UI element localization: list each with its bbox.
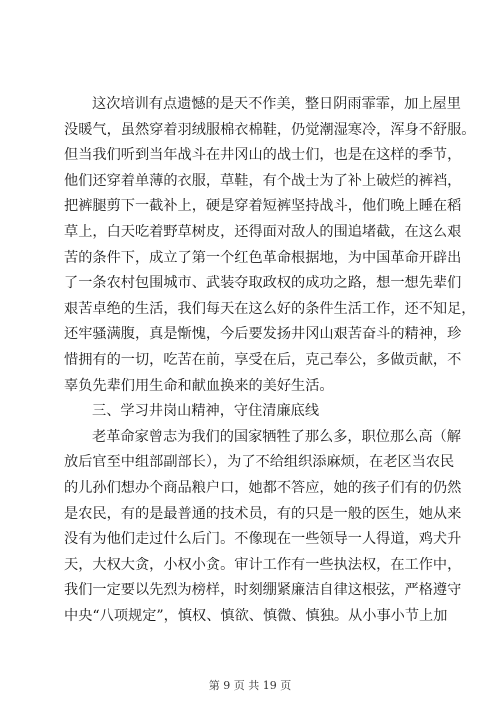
text-line: 了一条农村包围城市、武装夺取政权的成功之路，想一想先辈们 — [64, 275, 462, 292]
text-line: 他们还穿着单薄的衣服，草鞋，有个战士为了补上破烂的裤裆， — [64, 172, 462, 189]
text-line: 老革命家曾志为我们的国家牺牲了那么多，职位那么高（解 — [92, 428, 461, 445]
text-line: 的儿孙们想办个商品粮户口，她都不答应，她的孩子们有的仍然 — [64, 479, 462, 496]
text-line: 我们一定要以先烈为榜样，时刻绷紧廉洁自律这根弦，严格遵守 — [64, 582, 462, 599]
paragraph-1 — [64, 92, 476, 399]
section-heading: 三、学习井岗山精神，守住清廉底线 — [92, 403, 320, 420]
text-line: 苦的条件下，成立了第一个红色革命根据地，为中国革命开辟出 — [64, 249, 462, 266]
text-line: 艰苦卓绝的生活，我们每天在这么好的条件生活工作，还不知足， — [64, 300, 476, 317]
text-line: 把裤腿剪下一截补上，硬是穿着短裤坚持战斗，他们晚上睡在稻 — [64, 198, 462, 215]
text-line: 但当我们听到当年战斗在井冈山的战士们，也是在这样的季节， — [64, 147, 462, 164]
text-line: 辜负先辈们用生命和献血换来的美好生活。 — [64, 377, 334, 394]
text-line: 放后官至中组部副部长），为了不给组织添麻烦，在老区当农民 — [64, 454, 455, 471]
text-line: 中央“八项规定”，慎权、慎欲、慎微、慎独。从小事小节上加 — [64, 607, 448, 624]
paragraph-2 — [64, 425, 462, 630]
page-body — [64, 92, 476, 629]
text-line: 是农民，有的是最普通的技术员，有的只是一般的医生，她从来 — [64, 505, 462, 522]
text-line: 这次培训有点遗憾的是天不作美，整日阴雨霏霏，加上屋里 — [92, 96, 461, 112]
text-line: 还牢骚满腹，真是惭愧，今后要发扬井冈山艰苦奋斗的精神，珍 — [64, 326, 462, 343]
text-line: 惜拥有的一切，吃苦在前，享受在后，克己奉公，多做贡献，不 — [64, 351, 462, 368]
text-line: 天，大权大贪，小权小贪。审计工作有一些执法权，在工作中， — [64, 556, 462, 573]
text-line: 没有为他们走过什么后门。不像现在一些领导一人得道，鸡犬升 — [64, 531, 462, 548]
page-number-footer: 第 9 页 共 19 页 — [208, 679, 292, 692]
text-line: 没暖气，虽然穿着羽绒服棉衣棉鞋，仍觉潮湿寒冷，浑身不舒服。 — [64, 121, 476, 138]
text-line: 草上，白天吃着野草树皮，还得面对敌人的围追堵截，在这么艰 — [64, 223, 462, 240]
